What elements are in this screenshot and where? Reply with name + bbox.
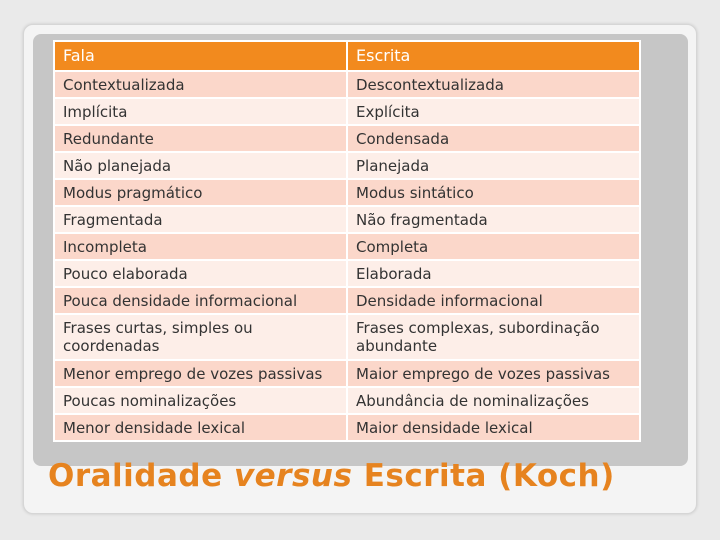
cell-fala: Frases curtas, simples ou coordenadas [54, 314, 347, 360]
table-header-row [54, 41, 640, 71]
cell-escrita: Planejada [347, 152, 640, 179]
cell-fala: Redundante [54, 125, 347, 152]
header-fala: Fala [54, 41, 347, 71]
cell-escrita: Condensada [347, 125, 640, 152]
cell-escrita: Descontextualizada [347, 71, 640, 98]
cell-escrita: Completa [347, 233, 640, 260]
cell-fala: Fragmentada [54, 206, 347, 233]
table-row [54, 179, 640, 206]
cell-fala: Menor emprego de vozes passivas [54, 360, 347, 387]
cell-escrita: Explícita [347, 98, 640, 125]
table-row [54, 233, 640, 260]
cell-escrita: Não fragmentada [347, 206, 640, 233]
table-row [54, 71, 640, 98]
cell-fala: Contextualizada [54, 71, 347, 98]
cell-fala: Incompleta [54, 233, 347, 260]
cell-fala: Não planejada [54, 152, 347, 179]
cell-fala: Pouca densidade informacional [54, 287, 347, 314]
table-row [54, 260, 640, 287]
table-row [54, 125, 640, 152]
cell-escrita: Maior densidade lexical [347, 414, 640, 441]
cell-escrita: Abundância de nominalizações [347, 387, 640, 414]
table-row [54, 414, 640, 441]
cell-escrita: Frases complexas, subordinação abundante [347, 314, 640, 360]
title-part-oralidade: Oralidade [48, 458, 234, 494]
cell-fala: Implícita [54, 98, 347, 125]
cell-escrita: Modus sintático [347, 179, 640, 206]
title-part-escrita: Escrita (Koch) [352, 458, 615, 494]
table-row [54, 314, 640, 360]
table-row [54, 360, 640, 387]
slide-title [48, 458, 688, 494]
cell-escrita: Elaborada [347, 260, 640, 287]
cell-fala: Pouco elaborada [54, 260, 347, 287]
cell-fala: Modus pragmático [54, 179, 347, 206]
comparison-table-container [53, 40, 641, 437]
cell-fala: Menor densidade lexical [54, 414, 347, 441]
table-row [54, 98, 640, 125]
header-escrita: Escrita [347, 41, 640, 71]
title-part-versus: versus [233, 458, 353, 494]
table-row [54, 287, 640, 314]
cell-fala: Poucas nominalizações [54, 387, 347, 414]
cell-escrita: Densidade informacional [347, 287, 640, 314]
comparison-table [53, 40, 641, 442]
table-row [54, 387, 640, 414]
table-row [54, 152, 640, 179]
table-row [54, 206, 640, 233]
cell-escrita: Maior emprego de vozes passivas [347, 360, 640, 387]
